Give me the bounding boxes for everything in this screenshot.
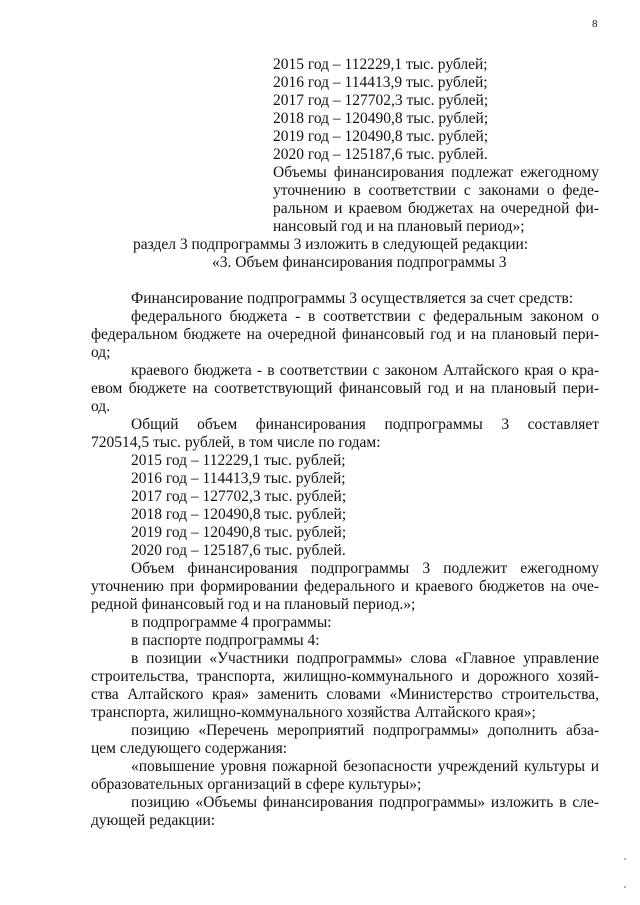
- note-line: Объемы финансирования подлежат ежегодному: [273, 164, 599, 181]
- funding-intro: Финансирование подпрограммы 3 осуществляется за счет средств:: [131, 290, 574, 307]
- section-heading: «3. Объем финансирования подпрограммы 3: [212, 254, 507, 271]
- scan-mark: [624, 858, 626, 860]
- note-line: нансовый год и на плановый период»;: [273, 218, 525, 235]
- paragraph-line: 720514,5 тыс. рублей, в том числе по годам:: [91, 434, 381, 451]
- paragraph-line: уточнению при формировании федерального и краевого бюджетов на оче-: [91, 578, 599, 595]
- paragraph-line: ства Алтайского края» заменить словами «Министерство строительства,: [91, 686, 599, 703]
- paragraph-line: од;: [91, 344, 111, 361]
- passport-intro: в паспорте подпрограммы 4:: [131, 632, 320, 649]
- paragraph-line: Объем финансирования подпрограммы 3 подлежит ежегодному: [131, 560, 599, 577]
- paragraph-line: в позиции «Участники подпрограммы» слова «Главное управление: [131, 650, 599, 667]
- note-line: уточнению в соответствии с законами о феде-: [273, 182, 599, 199]
- paragraph-line: краевого бюджета - в соответствии с законом Алтайского края о кра-: [131, 362, 599, 379]
- paragraph-line: Общий объем финансирования подпрограммы 3 составляет: [131, 416, 599, 433]
- note-line: ральном и краевом бюджетах на очередной фи-: [273, 200, 599, 217]
- year-line: 2019 год – 120490,8 тыс. рублей;: [131, 524, 347, 541]
- section-instruction: раздел 3 подпрограммы 3 изложить в следующей редакции:: [133, 236, 529, 253]
- paragraph-line: транспорта, жилищно-коммунального хозяйства Алтайского края»;: [91, 704, 536, 721]
- year-line: 2017 год – 127702,3 тыс. рублей;: [131, 488, 347, 505]
- page-number: 8: [592, 18, 598, 30]
- year-line: 2015 год – 112229,1 тыс. рублей;: [131, 452, 346, 469]
- paragraph-line: строительства, транспорта, жилищно-коммунального и дорожного хозяй-: [91, 668, 599, 685]
- year-line: 2020 год – 125187,6 тыс. рублей.: [273, 146, 488, 163]
- paragraph-line: дующей редакции:: [91, 812, 216, 829]
- year-line: 2016 год – 114413,9 тыс. рублей;: [273, 74, 488, 91]
- paragraph-line: федеральном бюджете на очередной финансовый год и на плановый пери-: [91, 326, 599, 343]
- year-line: 2018 год – 120490,8 тыс. рублей;: [273, 110, 489, 127]
- program4-intro: в подпрограмме 4 программы:: [131, 614, 332, 631]
- paragraph-line: позицию «Объемы финансирования подпрограммы» изложить в сле-: [131, 794, 599, 811]
- paragraph-line: редной финансовый год и на плановый период.»;: [91, 596, 416, 613]
- year-line: 2017 год – 127702,3 тыс. рублей;: [273, 92, 489, 109]
- year-line: 2020 год – 125187,6 тыс. рублей.: [131, 542, 346, 559]
- year-line: 2015 год – 112229,1 тыс. рублей;: [273, 56, 488, 73]
- scan-mark: [624, 886, 626, 888]
- paragraph-line: образовательных организаций в сфере культуры»;: [91, 776, 422, 793]
- year-line: 2018 год – 120490,8 тыс. рублей;: [131, 506, 347, 523]
- paragraph-line: «повышение уровня пожарной безопасности учреждений культуры и: [131, 758, 599, 775]
- year-line: 2016 год – 114413,9 тыс. рублей;: [131, 470, 346, 487]
- paragraph-line: цем следующего содержания:: [91, 740, 288, 757]
- paragraph-line: федерального бюджета - в соответствии с федеральным законом о: [131, 308, 599, 325]
- paragraph-line: евом бюджете на соответствующий финансовый год и на плановый пери-: [91, 380, 599, 397]
- year-line: 2019 год – 120490,8 тыс. рублей;: [273, 128, 489, 145]
- paragraph-line: позицию «Перечень мероприятий подпрограммы» дополнить абза-: [131, 722, 599, 739]
- paragraph-line: од.: [91, 398, 111, 415]
